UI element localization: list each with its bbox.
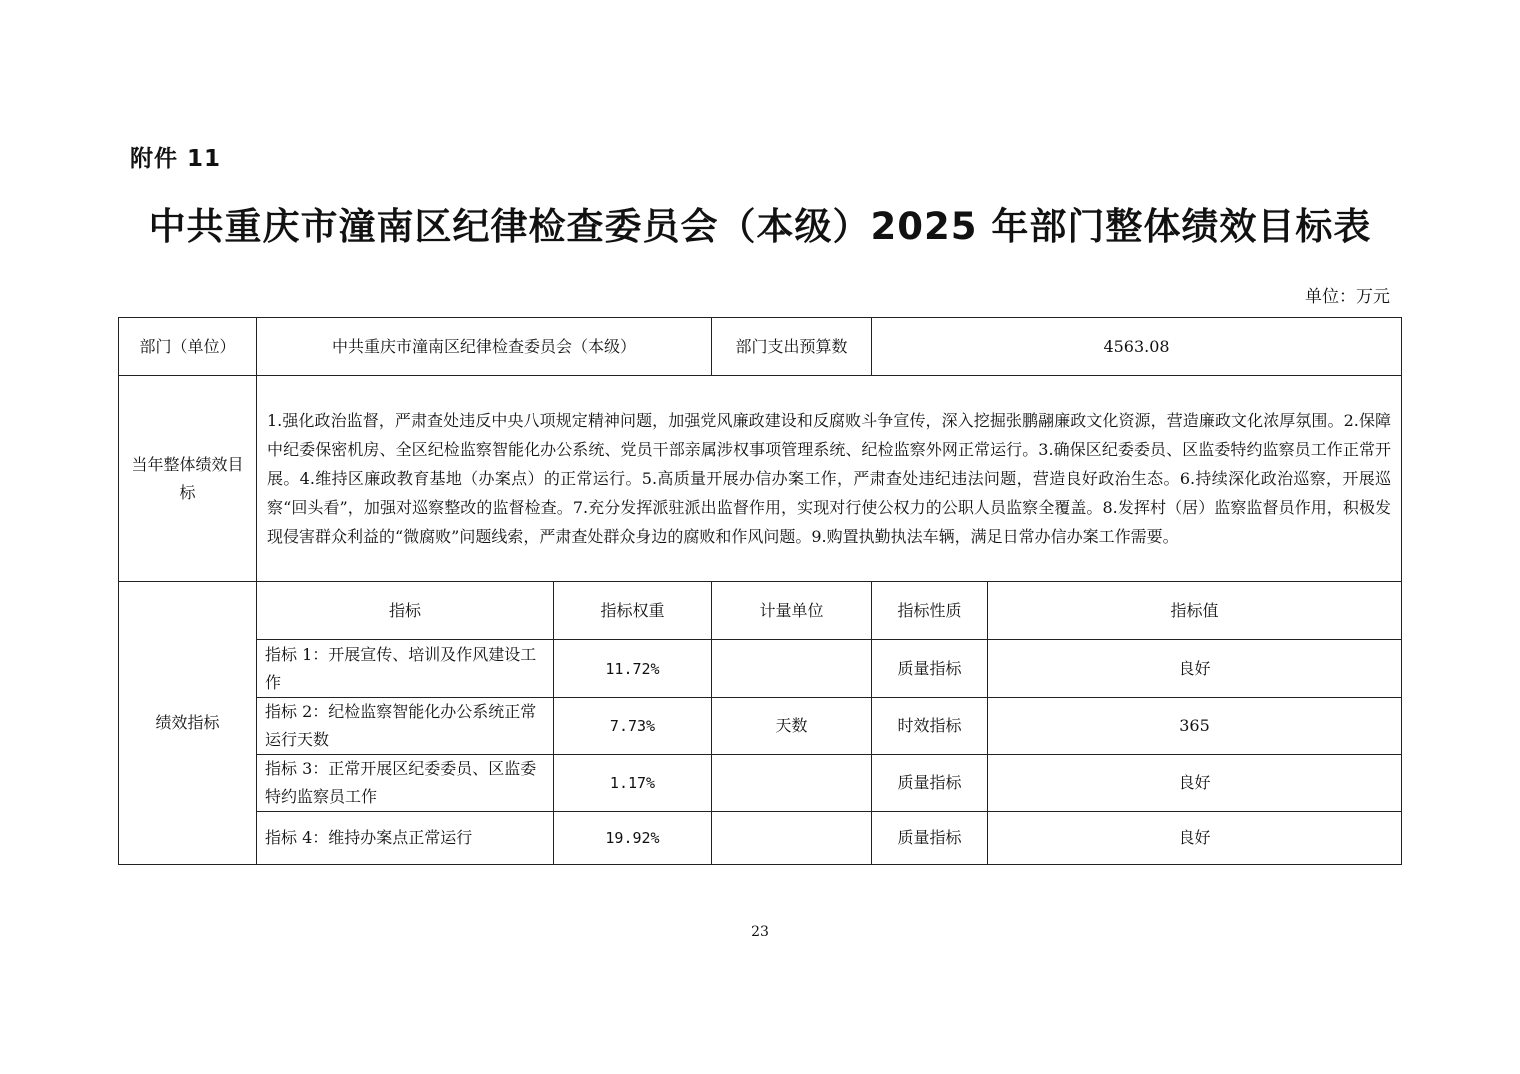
indicator-nature: 质量指标 <box>872 755 988 812</box>
page-number: 23 <box>751 924 769 940</box>
budget-value: 4563.08 <box>872 318 1402 376</box>
indicator-value: 良好 <box>988 812 1402 865</box>
indicator-nature: 质量指标 <box>872 812 988 865</box>
indicator-value: 良好 <box>988 640 1402 698</box>
budget-label: 部门支出预算数 <box>712 318 872 376</box>
indicator-section-label: 绩效指标 <box>119 582 257 865</box>
column-header: 计量单位 <box>712 582 872 640</box>
indicator-value: 365 <box>988 698 1402 755</box>
indicator-unit <box>712 755 872 812</box>
indicator-unit <box>712 640 872 698</box>
goal-label: 当年整体绩效目标 <box>119 376 257 582</box>
unit-label: 单位：万元 <box>1305 287 1390 307</box>
dept-label: 部门（单位） <box>119 318 257 376</box>
indicator-name: 指标 3：正常开展区纪委委员、区监委特约监察员工作 <box>257 755 554 812</box>
table-row <box>119 755 1402 812</box>
attachment-label: 附件 11 <box>130 146 222 172</box>
indicator-header-row <box>119 582 1402 640</box>
performance-table <box>118 317 1402 865</box>
indicator-nature: 质量指标 <box>872 640 988 698</box>
indicator-name: 指标 2：纪检监察智能化办公系统正常运行天数 <box>257 698 554 755</box>
table-row <box>119 698 1402 755</box>
column-header: 指标值 <box>988 582 1402 640</box>
indicator-name: 指标 1：开展宣传、培训及作风建设工作 <box>257 640 554 698</box>
page-title: 中共重庆市潼南区纪律检查委员会（本级）2025 年部门整体绩效目标表 <box>148 205 1372 248</box>
indicator-unit <box>712 812 872 865</box>
indicator-weight: 1.17% <box>554 755 712 812</box>
indicator-weight: 19.92% <box>554 812 712 865</box>
column-header: 指标性质 <box>872 582 988 640</box>
indicator-weight: 11.72% <box>554 640 712 698</box>
indicator-unit: 天数 <box>712 698 872 755</box>
table-row <box>119 812 1402 865</box>
column-header: 指标权重 <box>554 582 712 640</box>
header-row <box>119 318 1402 376</box>
indicator-value: 良好 <box>988 755 1402 812</box>
indicator-weight: 7.73% <box>554 698 712 755</box>
indicator-name: 指标 4：维持办案点正常运行 <box>257 812 554 865</box>
goal-text: 1.强化政治监督，严肃查处违反中央八项规定精神问题，加强党风廉政建设和反腐败斗争宣传，深入挖掘张鹏翮廉政文化资源，营造廉政文化浓厚氛围。2.保障中纪委保密机房、全区纪检监察智能化办公系统、党员干部亲属涉权事项管理系统、纪检监察外网正常运行。3.确保区纪委委员、区监委特约监察员工作正常开展。4.维持区廉政教育基地（办案点）的正常运行。5.高质量开展办信办案工作，严肃查处违纪违法问题，营造良好政治生态。6.持续深化政治巡察，开展巡察“回头看”，加强对巡察整改的监督检查。7.充分发挥派驻派出监督作用，实现对行使公权力的公职人员监察全覆盖。8.发挥村（居）监察监督员作用，积极发现侵害群众利益的“微腐败”问题线索，严肃查处群众身边的腐败和作风问题。9.购置执勤执法车辆，满足日常办信办案工作需要。 <box>257 376 1402 582</box>
column-header: 指标 <box>257 582 554 640</box>
indicator-nature: 时效指标 <box>872 698 988 755</box>
table-row <box>119 640 1402 698</box>
goal-row <box>119 376 1402 582</box>
dept-value: 中共重庆市潼南区纪律检查委员会（本级） <box>257 318 712 376</box>
